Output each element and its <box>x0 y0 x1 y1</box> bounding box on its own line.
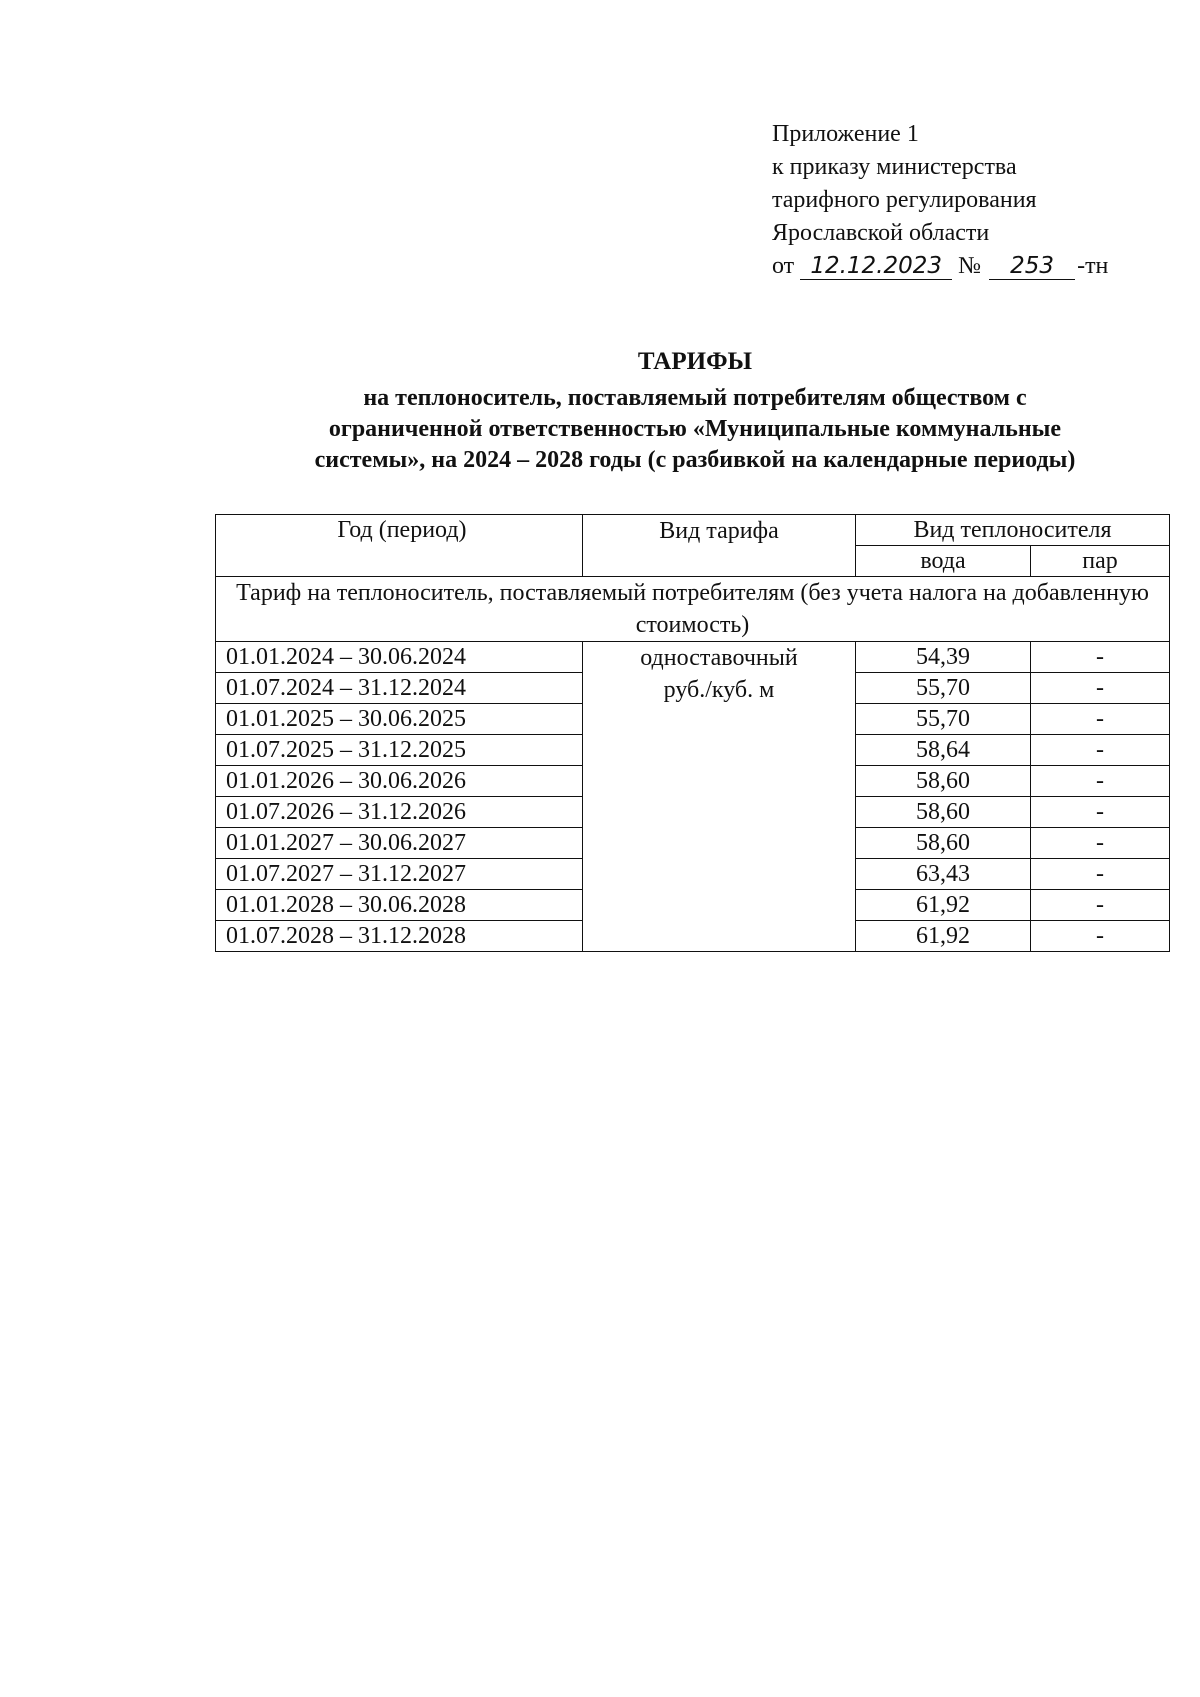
steam-cell: - <box>1031 859 1170 890</box>
section-label: Тариф на теплоноситель, поставляемый потребителям (без учета налога на добавленную стоимость) <box>216 577 1170 642</box>
steam-cell: - <box>1031 766 1170 797</box>
period-cell: 01.01.2027 – 30.06.2027 <box>216 828 583 859</box>
steam-cell: - <box>1031 890 1170 921</box>
header-water: вода <box>856 546 1031 577</box>
order-number: 253 <box>989 253 1075 280</box>
water-cell: 58,60 <box>856 828 1031 859</box>
steam-cell: - <box>1031 673 1170 704</box>
period-cell: 01.07.2024 – 31.12.2024 <box>216 673 583 704</box>
header-carrier-kind: Вид теплоносителя <box>856 515 1170 546</box>
table-row <box>216 642 1170 673</box>
number-label: № <box>958 253 982 279</box>
steam-cell: - <box>1031 921 1170 952</box>
water-cell: 55,70 <box>856 673 1031 704</box>
tariff-kind-cell <box>583 642 856 952</box>
steam-cell: - <box>1031 828 1170 859</box>
period-cell: 01.01.2028 – 30.06.2028 <box>216 890 583 921</box>
annex-line: тарифного регулирования <box>772 187 1037 213</box>
period-cell: 01.07.2027 – 31.12.2027 <box>216 859 583 890</box>
water-cell: 63,43 <box>856 859 1031 890</box>
water-cell: 54,39 <box>856 642 1031 673</box>
water-cell: 58,60 <box>856 766 1031 797</box>
tariff-table <box>215 514 1170 952</box>
steam-cell: - <box>1031 797 1170 828</box>
steam-cell: - <box>1031 642 1170 673</box>
header-steam: пар <box>1031 546 1170 577</box>
annex-line: Ярославской области <box>772 220 990 246</box>
period-cell: 01.01.2026 – 30.06.2026 <box>216 766 583 797</box>
header-tariff-kind: Вид тарифа <box>583 515 856 577</box>
annex-date-line <box>772 250 1108 283</box>
water-cell: 58,64 <box>856 735 1031 766</box>
water-cell: 61,92 <box>856 921 1031 952</box>
annex-block <box>772 118 1108 283</box>
header-period: Год (период) <box>216 515 583 577</box>
water-cell: 58,60 <box>856 797 1031 828</box>
water-cell: 55,70 <box>856 704 1031 735</box>
tariff-kind-unit: руб./куб. м <box>663 677 775 703</box>
subtitle-line: ограниченной ответственностью «Муниципальные коммунальные <box>328 416 1062 442</box>
annex-line: Приложение 1 <box>772 121 919 147</box>
document-subtitle <box>150 383 1200 476</box>
steam-cell: - <box>1031 704 1170 735</box>
period-cell: 01.01.2024 – 30.06.2024 <box>216 642 583 673</box>
document-title: ТАРИФЫ <box>637 348 753 375</box>
order-suffix: -тн <box>1077 253 1109 279</box>
annex-line: к приказу министерства <box>772 154 1017 180</box>
subtitle-line: на теплоноситель, поставляемый потребителям обществом с <box>363 385 1027 411</box>
steam-cell: - <box>1031 735 1170 766</box>
order-date: 12.12.2023 <box>800 253 952 280</box>
from-label: от <box>772 253 795 279</box>
period-cell: 01.01.2025 – 30.06.2025 <box>216 704 583 735</box>
period-cell: 01.07.2026 – 31.12.2026 <box>216 797 583 828</box>
period-cell: 01.07.2025 – 31.12.2025 <box>216 735 583 766</box>
tariff-kind-line: одноставочный <box>640 645 798 671</box>
subtitle-line: системы», на 2024 – 2028 годы (с разбивкой на календарные периоды) <box>314 447 1076 473</box>
period-cell: 01.07.2028 – 31.12.2028 <box>216 921 583 952</box>
water-cell: 61,92 <box>856 890 1031 921</box>
